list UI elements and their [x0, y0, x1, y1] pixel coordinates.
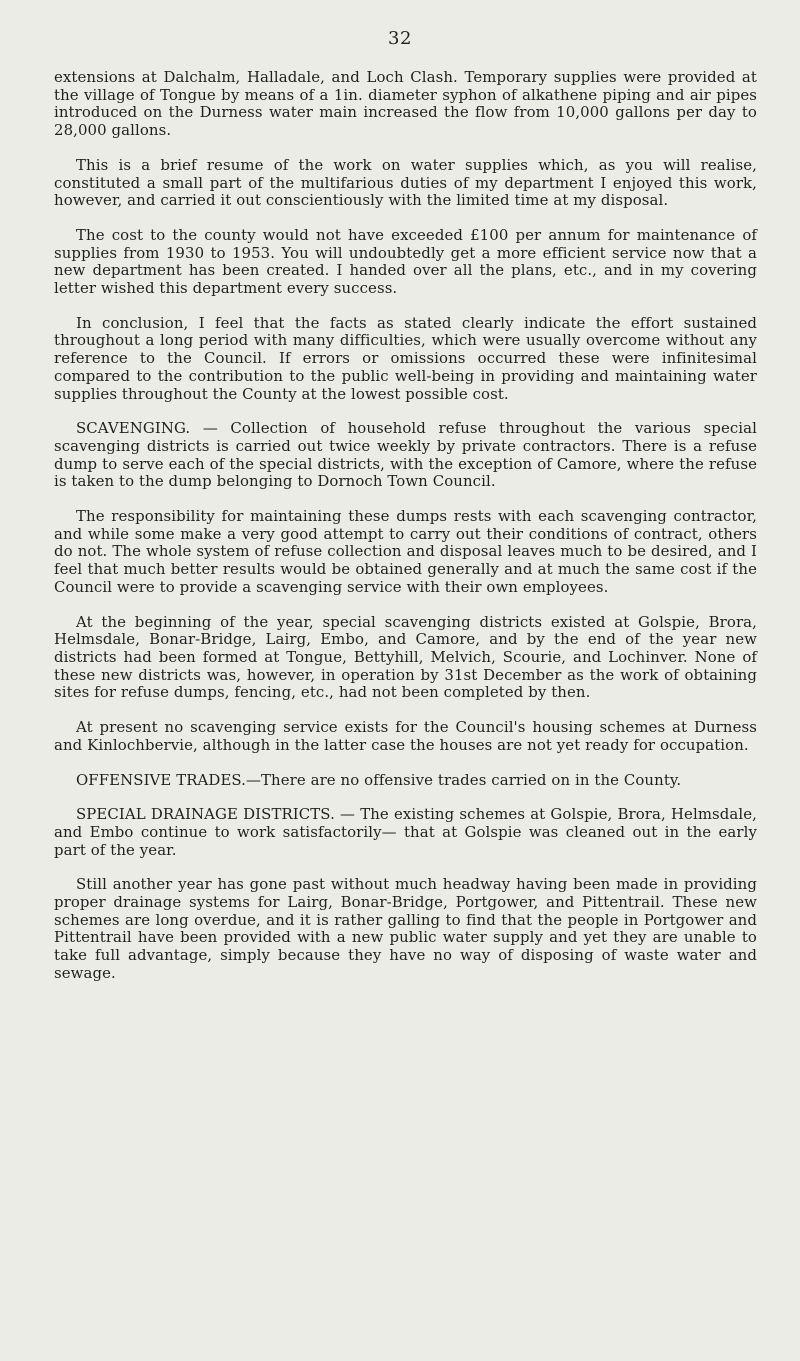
paragraph-water-extensions: extensions at Dalchalm, Halladale, and Loch Clash. Temporary supplies were provided at the village of Tongue by means of a 1in. diameter syphon of alkathene piping and air pipes introduced on the Durness water main increased the flow from 10,000 gallons per day to 28,000 gallons.	[54, 68, 757, 140]
paragraph-scavenging-districts: At the beginning of the year, special scavenging districts existed at Golspie, Brora, Helmsdale, Bonar-Bridge, Lairg, Embo, and Camore, and by the end of the year new districts had been formed at Tongue, Bettyhill, Melvich, Scourie, and Lochinver. None of these new districts was, however, in operation by 31st December as the work of obtaining sites for refuse dumps, fencing, etc., had not been completed by then.	[54, 612, 757, 702]
page-number: 32	[388, 28, 412, 49]
body-text	[54, 69, 757, 1000]
paragraph-scavenging: SCAVENGING. — Collection of household refuse throughout the various special scavenging districts is carried out twice weekly by private contractors. There is a refuse dump to serve each of the special districts, with the exception of Camore, where the refuse is taken to the dump belonging to Dornoch Town Council.	[54, 419, 757, 491]
paragraph-water-resume: This is a brief resume of the work on water supplies which, as you will realise, constituted a small part of the multifarious duties of my department I enjoyed this work, however, and carried it out conscientiously with the limited time at my disposal.	[54, 155, 757, 210]
paragraph-cost: The cost to the county would not have exceeded £100 per annum for maintenance of supplies from 1930 to 1953. You will undoubtedly get a more efficient service now that a new department has been created. I handed over all the plans, etc., and in my covering letter wished this department every success.	[54, 225, 757, 298]
paragraph-conclusion: In conclusion, I feel that the facts as stated clearly indicate the effort sustained throughout a long period with many difficulties, which were usually overcome without any reference to the Council. If errors or omissions occurred these were infinitesimal compared to the contribution to the public well-being in providing and maintaining water supplies throughout the County at the lowest possible cost.	[54, 313, 757, 403]
paragraph-drainage-headway: Still another year has gone past without much headway having been made in providing proper drainage systems for Lairg, Bonar-Bridge, Portgower, and Pittentrail. These new schemes are long overdue, and it is rather galling to find that the people in Portgower and Pittentrail have been provided with a new public water supply and yet they are unable to take full advantage, simply because they have no way of disposing of waste water and sewage.	[54, 875, 757, 982]
paragraph-special-drainage: SPECIAL DRAINAGE DISTRICTS. — The existing schemes at Golspie, Brora, Helmsdale, and Embo continue to work satisfactorily— that at Golspie was cleaned out in the early part of the year.	[54, 805, 757, 859]
paragraph-housing-schemes: At present no scavenging service exists for the Council's housing schemes at Durness and Kinlochbervie, although in the latter case the houses are not yet ready for occupation.	[54, 718, 757, 754]
paragraph-dump-responsibility: The responsibility for maintaining these dumps rests with each scavenging contractor, and while some make a very good attempt to carry out their conditions of contract, others do not. The whole system of refuse collection and disposal leaves much to be desired, and I feel that much better results would be obtained generally and at much the same cost if the Council were to provide a scavenging service with their own employees.	[54, 507, 757, 596]
paragraph-offensive-trades: OFFENSIVE TRADES.—There are no offensive trades carried on in the County.	[76, 770, 682, 789]
